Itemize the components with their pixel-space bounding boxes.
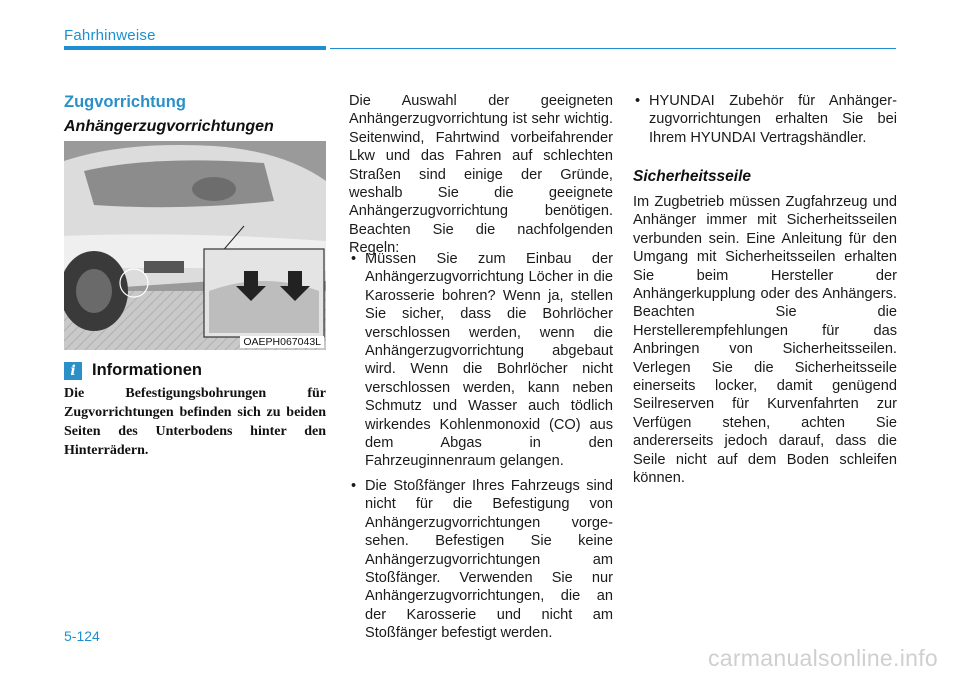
chapter-header: Fahrhinweise (64, 27, 156, 44)
header-rule-thin (330, 48, 896, 49)
watermark: carmanualsonline.info (707, 645, 938, 671)
intro-paragraph: Die Auswahl der geeigneten Anhängerzugvorrichtung ist sehr wichtig. Seitenwind, Fahrtwind vorbeifahrender Lkw und das Fahren auf schlechten Straßen sind einige der Gründe, weshalb Sie die geeignete Anhängerzugvorrichtung benötigen. Beachten Sie die nachfolgenden Regeln: (349, 93, 613, 257)
accessories-list (633, 92, 897, 153)
rules-list (349, 250, 613, 649)
tow-hitch-illustration (64, 141, 326, 350)
list-item: • Die Stoßfänger Ihres Fahrzeugs sind nicht für die Befestigung von Anhängerzugvorrichtungen vorge-sehen. Befestigen Sie keine Anhängerzugvorrichtungen am Stoßfänger. Verwenden Sie nur Anhängerzugvorrichtungen, die an der Karosserie und nicht am Stoßfänger befestigt werden. (349, 477, 613, 643)
info-icon: i (64, 362, 82, 380)
section-title: Zugvorrichtung (64, 93, 186, 111)
info-title: Informationen (92, 361, 202, 379)
safety-chains-paragraph: Im Zugbetrieb müssen Zugfahrzeug und Anhänger immer mit Sicherheitsseilen verbunden sein. Eine Anleitung für den Umgang mit Sicherheitsseilen erhalten Sie beim Hersteller der Anhängerkupplung oder des Anhängers. Beachten Sie die Herstellerempfehlungen für das Anbringen von Sicherheitsseilen. Verlegen Sie die Sicherheitsseile einerseits locker, damit genügend Seilreserven für Kurvenfahrten zur Verfügen stehen, achten Sie andererseits jedoch darauf, dass die Seile nicht auf dem Boden schleifen können. (633, 194, 897, 487)
car-rear-drawing (64, 141, 326, 350)
list-item: • HYUNDAI Zubehör für Anhänger-zugvorrichtungen erhalten Sie bei Ihrem HYUNDAI Vertragshändler. (633, 92, 897, 147)
list-item: • Müssen Sie zum Einbau der Anhängerzugvorrichtung Löcher in die Karosserie bohren? Wenn ja, stellen Sie sicher, dass die Bohrlöcher verschlossen werden, wenn die Anhängerzugvorrichtung abgebaut wird. Wenn die Bohrlöcher nicht verschlossen werden, kann neben Schmutz und Wasser auch tödlich wirkendes Kohlenmonoxid (CO) aus dem Abgas in den Fahrzeuginnenraum gelangen. (349, 250, 613, 471)
info-text: Die Befestigungsbohrungen für Zugvorrichtungen befinden sich zu beiden Seiten des Unterbodens hinter den Hinterrädern. (64, 386, 326, 458)
header-rule-thick (64, 46, 326, 50)
page-number: 5-124 (64, 628, 100, 644)
figure-caption: OAEPH067043L (240, 336, 324, 348)
safety-chains-title: Sicherheitsseile (633, 168, 752, 185)
section-subtitle: Anhängerzugvorrichtungen (64, 118, 274, 135)
